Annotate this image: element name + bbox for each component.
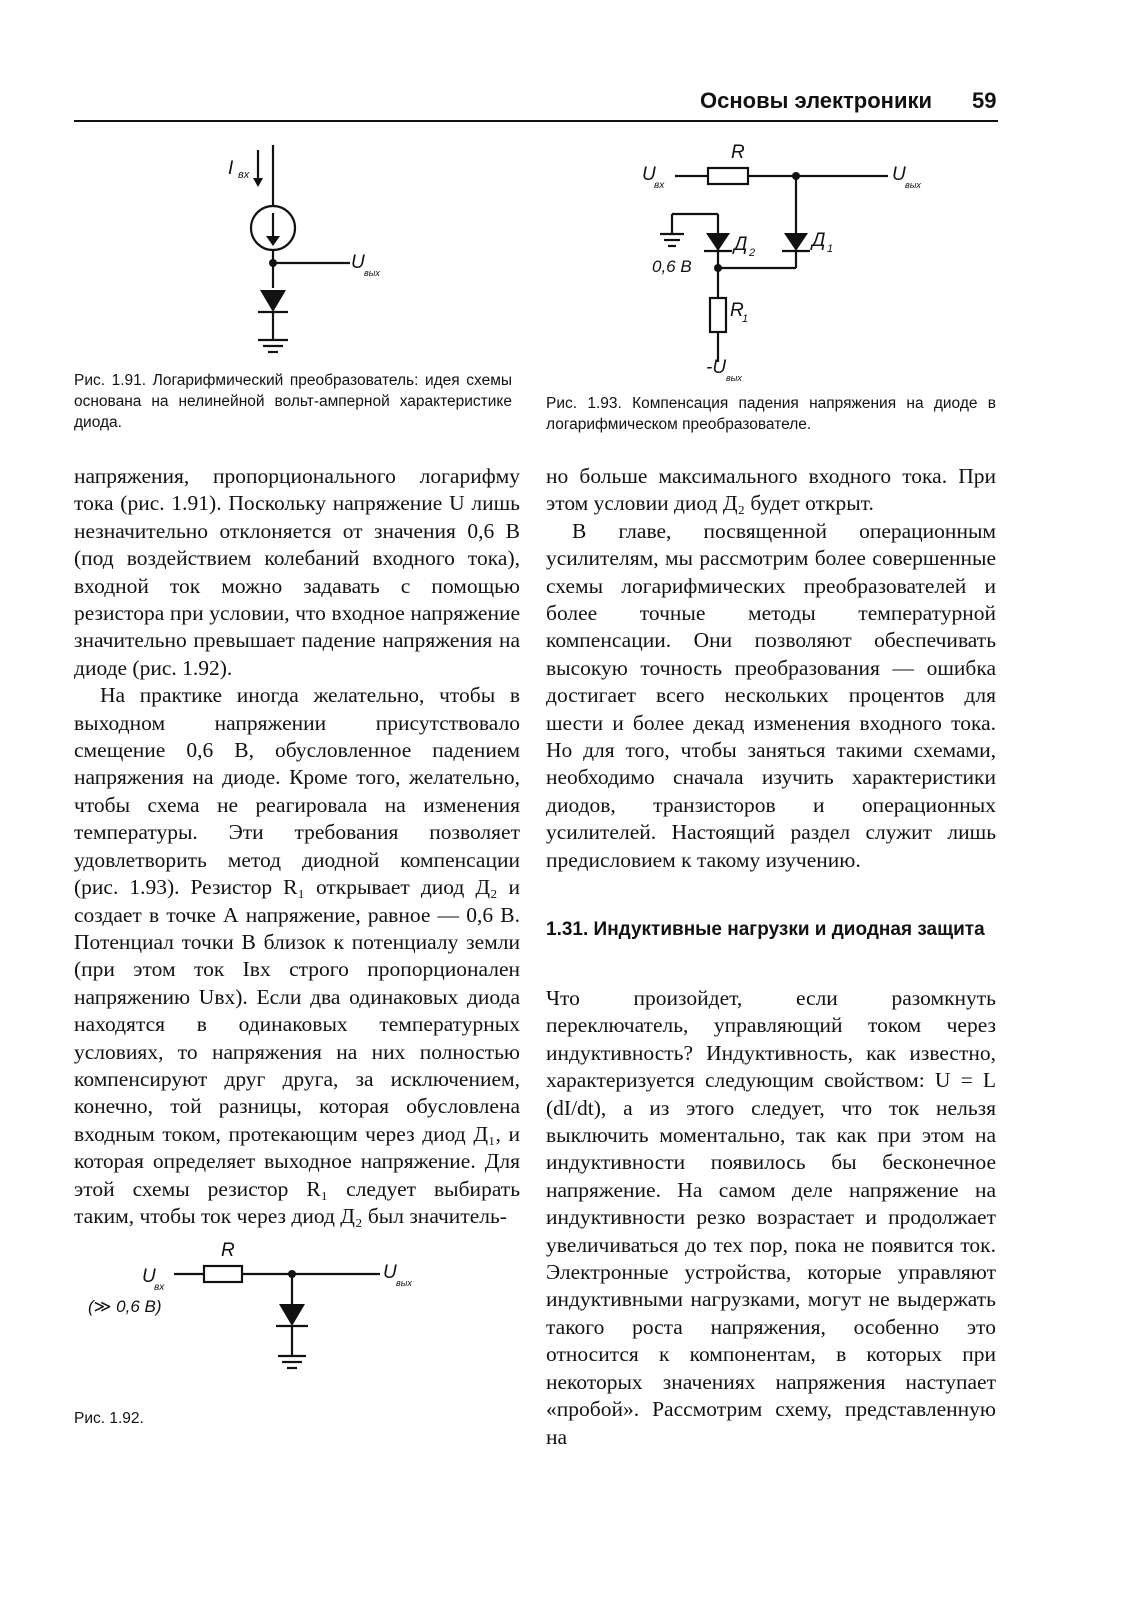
label-u-out: U [383, 1262, 397, 1283]
label-u-in-sub: вх [154, 1282, 165, 1293]
label-r: R [221, 1240, 235, 1261]
figure-1-92-caption: Рис. 1.92. [74, 1410, 144, 1427]
figure-1-91-circuit [200, 140, 460, 365]
label-neg-u-out-sub: вых [726, 373, 742, 383]
header-rule [74, 120, 998, 122]
label-u-out: U [892, 164, 906, 185]
label-i-in-sub: вх [238, 169, 250, 181]
label-u-in-sub: вх [654, 180, 665, 191]
label-u-in: U [142, 1266, 156, 1287]
label-u-out-sub: вых [364, 268, 380, 278]
label-r: R [731, 142, 745, 163]
right-paragraph-2: В главе, посвященной операционным усилителям, мы рассмотрим более совершенные схемы логарифмических преобразователей и более точные методы температурной компенсации. Они позволяют обеспечивать высокую точность преобразования — ошибка достигает всего нескольких процентов для шести и более декад изменения входного тока. Но для того, чтобы заняться такими схемами, необходимо сначала изучить характеристики диодов, транзисторов и операционных усилителей. Настоящий раздел служит лишь предисловием к такому изучению. [546, 518, 996, 872]
label-d1-sub: 1 [827, 243, 834, 255]
figure-1-91-caption: Рис. 1.91. Логарифмический преобразователь: идея схемы основана на нелинейной вольт-амперной характеристике диода. [74, 372, 512, 431]
label-d1: Д [812, 230, 826, 251]
section-heading-1-31: 1.31. Индуктивные нагрузки и диодная защита [546, 919, 985, 940]
left-paragraph-2: На практике иногда желательно, чтобы в выходном напряжении присутствовало смещение 0,6 В, обусловленное падением напряжения на диоде. Кроме того, желательно, чтобы схема не реагировала на изменения температуры. Эти требования позволяет удовлетворить метод диодной компенсации (рис. 1.93). Резистор R₁ открывает диод Д₂ и создает в точке А напряжение, равное — 0,6 В. Потенциал точки В близок к потенциалу земли (при этом ток Iвх строго пропорционален напряжению Uвх). Если два одинаковых диода находятся в одинаковых температурных условиях, то напряжения на них полностью компенсируют друг друга, за исключением, конечно, той разницы, которая обусловлена входным током, протекающим через диод Д₁, и которая определяет выходное напряжение. Для этой схемы резистор R₁ следует выбирать таким, чтобы ток через диод Д₂ был значитель- [74, 683, 520, 1228]
right-column [546, 463, 996, 874]
right-paragraph-3: Что произойдет, если разомкнуть переключатель, управляющий током через индуктивность? Индуктивность, как известно, характеризуется следующим свойством: U = L (dI/dt), а из этого следует, что ток нельзя выключить моментально, так как при этом на индуктивности появилось бы бесконечное напряжение. На самом деле напряжение на индуктивности резко возрастает и продолжает увеличиваться до тех пор, пока не появится ток. Электронные устройства, которые управляют индуктивными нагрузками, могут не выдержать такого роста напряжения, особенно это относится к компонентам, в которых при некоторых значениях напряжения наступает «пробой». Рассмотрим схему, представленную на [546, 986, 996, 1449]
left-paragraph-1: напряжения, пропорционального логарифму тока (рис. 1.91). Поскольку напряжение U лишь незначительно отклоняется от значения 0,6 В (под воздействием колебаний входного тока), входной ток можно задавать с помощью резистора при условии, что входное напряжение значительно превышает падение напряжения на диоде (рис. 1.92). [74, 464, 520, 680]
figure-1-92-circuit [80, 1238, 440, 1388]
label-u-out: U [351, 252, 365, 273]
label-r1: R [730, 300, 744, 321]
label-u-out-sub: вых [905, 180, 921, 190]
label-neg-u-out: -U [706, 357, 727, 378]
running-header-title: Основы электроники [700, 88, 933, 113]
page-number: 59 [972, 88, 997, 113]
label-u-in-condition: (≫ 0,6 В) [88, 1297, 162, 1316]
label-u-out-sub: вых [396, 1278, 412, 1288]
left-column [74, 463, 520, 1230]
label-d2-sub: 2 [749, 247, 756, 259]
label-d2: Д [734, 234, 748, 255]
label-0-6-v: 0,6 В [652, 257, 692, 276]
figure-1-93-caption: Рис. 1.93. Компенсация падения напряжения на диоде в логарифмическом преобразователе. [546, 395, 996, 433]
label-u-in: U [642, 164, 656, 185]
figure-1-93-circuit [630, 138, 950, 386]
right-column-section [546, 985, 996, 1451]
label-i-in: I [228, 158, 234, 179]
label-r1-sub: 1 [742, 313, 749, 325]
right-paragraph-1: но больше максимального входного тока. При этом условии диод Д₂ будет открыт. [546, 464, 996, 516]
